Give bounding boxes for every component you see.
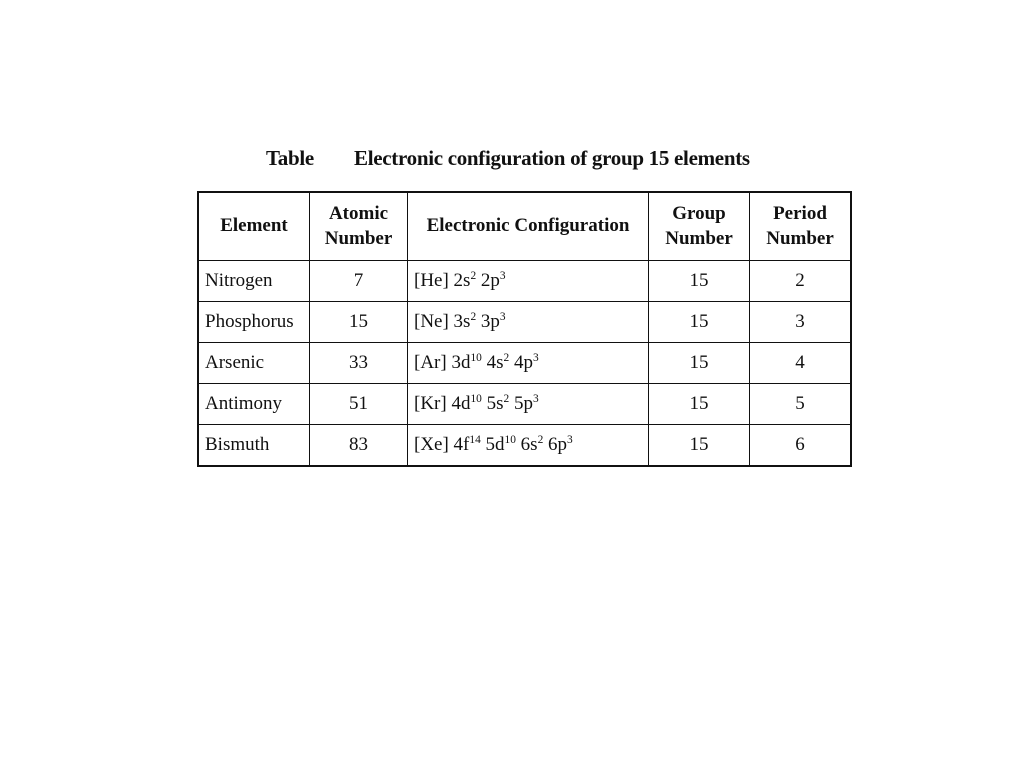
orbital-term: [Ar] 3d xyxy=(414,352,471,373)
electronic-configuration-cell xyxy=(408,261,649,302)
header-element: Element xyxy=(198,192,310,261)
electron-count-superscript: 10 xyxy=(470,352,482,365)
period-number-cell: 3 xyxy=(750,302,852,343)
electronic-configuration-cell xyxy=(408,302,649,343)
electronic-configuration-table xyxy=(197,191,852,467)
orbital-term: 5s xyxy=(481,393,504,414)
electron-count-superscript: 3 xyxy=(499,311,506,324)
element-name-cell: Bismuth xyxy=(198,425,310,467)
element-name-cell: Phosphorus xyxy=(198,302,310,343)
electronic-configuration-cell xyxy=(408,425,649,467)
table-body xyxy=(198,261,851,467)
electron-count-superscript: 3 xyxy=(567,434,573,447)
orbital-term: 4s xyxy=(481,352,504,373)
orbital-term: 2p xyxy=(476,270,500,291)
electron-count-superscript: 3 xyxy=(532,393,539,406)
period-number-cell: 5 xyxy=(750,384,852,425)
table-caption xyxy=(266,146,750,171)
atomic-number-cell: 51 xyxy=(310,384,408,425)
header-row xyxy=(198,192,851,261)
element-name-cell: Antimony xyxy=(198,384,310,425)
orbital-term: [He] 2s xyxy=(414,270,471,291)
element-name-cell: Nitrogen xyxy=(198,261,310,302)
electron-count-superscript: 2 xyxy=(503,393,510,406)
orbital-term: [Xe] 4f xyxy=(414,434,470,455)
electron-count-superscript: 2 xyxy=(470,270,477,283)
electron-count-superscript: 3 xyxy=(499,270,506,283)
electronic-configuration-cell xyxy=(408,343,649,384)
group-number-cell: 15 xyxy=(649,261,750,302)
group-number-cell: 15 xyxy=(649,425,750,467)
period-number-cell: 4 xyxy=(750,343,852,384)
caption-title: Electronic configuration of group 15 elements xyxy=(354,146,750,170)
caption-label: Table xyxy=(266,146,314,170)
group-number-cell: 15 xyxy=(649,343,750,384)
table-row xyxy=(198,343,851,384)
header-atomic-number: Atomic Number xyxy=(310,192,408,261)
header-period-number: Period Number xyxy=(750,192,852,261)
period-number-cell: 6 xyxy=(750,425,852,467)
orbital-term: [Kr] 4d xyxy=(414,393,471,414)
header-group-number: Group Number xyxy=(649,192,750,261)
orbital-term: 6p xyxy=(543,434,568,455)
period-number-cell: 2 xyxy=(750,261,852,302)
table-row xyxy=(198,302,851,343)
orbital-term: [Ne] 3s xyxy=(414,311,471,332)
group-number-cell: 15 xyxy=(649,302,750,343)
table-row xyxy=(198,384,851,425)
table-row xyxy=(198,261,851,302)
electron-count-superscript: 10 xyxy=(504,434,516,447)
atomic-number-cell: 15 xyxy=(310,302,408,343)
electron-count-superscript: 3 xyxy=(532,352,539,365)
electronic-configuration-cell xyxy=(408,384,649,425)
atomic-number-cell: 83 xyxy=(310,425,408,467)
header-electronic-configuration: Electronic Configuration xyxy=(408,192,649,261)
electron-count-superscript: 2 xyxy=(503,352,510,365)
orbital-term: 5p xyxy=(509,393,533,414)
electron-count-superscript: 10 xyxy=(470,393,482,406)
group-number-cell: 15 xyxy=(649,384,750,425)
electron-count-superscript: 14 xyxy=(469,434,481,447)
orbital-term: 5d xyxy=(480,434,505,455)
table-row xyxy=(198,425,851,467)
orbital-term: 4p xyxy=(509,352,533,373)
element-name-cell: Arsenic xyxy=(198,343,310,384)
orbital-term: 6s xyxy=(515,434,538,455)
electron-count-superscript: 2 xyxy=(537,434,544,447)
atomic-number-cell: 7 xyxy=(310,261,408,302)
atomic-number-cell: 33 xyxy=(310,343,408,384)
electron-count-superscript: 2 xyxy=(470,311,477,324)
orbital-term: 3p xyxy=(476,311,500,332)
